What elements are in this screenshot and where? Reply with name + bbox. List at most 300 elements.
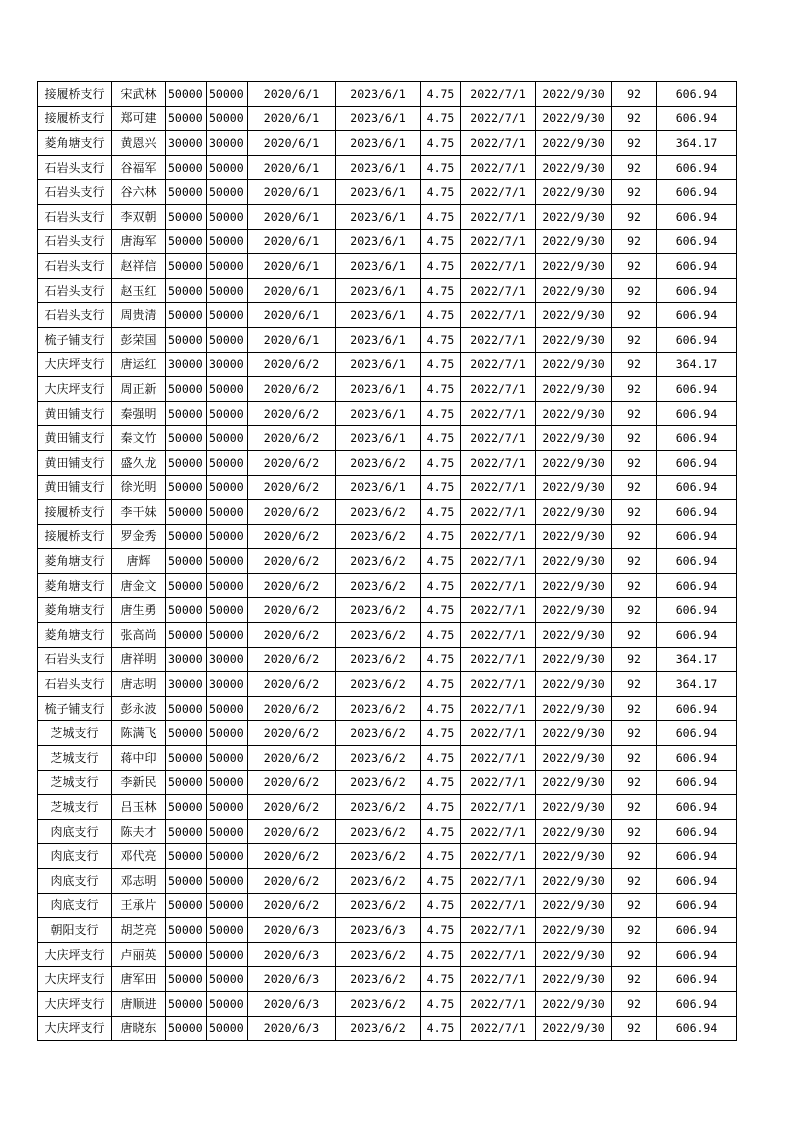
period-start-cell: 2022/7/1 bbox=[461, 131, 536, 156]
branch-cell: 大庆坪支行 bbox=[38, 377, 112, 402]
branch-cell: 石岩头支行 bbox=[38, 180, 112, 205]
period-start-cell: 2022/7/1 bbox=[461, 770, 536, 795]
name-cell: 唐军田 bbox=[112, 967, 166, 992]
interest-cell: 606.94 bbox=[657, 918, 737, 943]
due-date-cell: 2023/6/1 bbox=[336, 82, 421, 107]
balance-cell: 50000 bbox=[207, 401, 248, 426]
table-row bbox=[38, 770, 737, 795]
days-cell: 92 bbox=[612, 204, 657, 229]
branch-cell: 肉底支行 bbox=[38, 869, 112, 894]
days-cell: 92 bbox=[612, 549, 657, 574]
branch-cell: 大庆坪支行 bbox=[38, 967, 112, 992]
name-cell: 唐辉 bbox=[112, 549, 166, 574]
period-start-cell: 2022/7/1 bbox=[461, 549, 536, 574]
table-row bbox=[38, 819, 737, 844]
interest-cell: 606.94 bbox=[657, 377, 737, 402]
branch-cell: 大庆坪支行 bbox=[38, 352, 112, 377]
table-row bbox=[38, 598, 737, 623]
period-end-cell: 2022/9/30 bbox=[536, 549, 612, 574]
balance-cell: 50000 bbox=[207, 598, 248, 623]
period-start-cell: 2022/7/1 bbox=[461, 180, 536, 205]
period-end-cell: 2022/9/30 bbox=[536, 991, 612, 1016]
issue-date-cell: 2020/6/2 bbox=[248, 819, 336, 844]
due-date-cell: 2023/6/2 bbox=[336, 549, 421, 574]
balance-cell: 50000 bbox=[207, 795, 248, 820]
balance-cell: 50000 bbox=[207, 106, 248, 131]
table-row bbox=[38, 377, 737, 402]
interest-cell: 606.94 bbox=[657, 598, 737, 623]
table-row bbox=[38, 721, 737, 746]
period-start-cell: 2022/7/1 bbox=[461, 991, 536, 1016]
name-cell: 黄恩兴 bbox=[112, 131, 166, 156]
name-cell: 张高尚 bbox=[112, 623, 166, 648]
balance-cell: 50000 bbox=[207, 180, 248, 205]
period-start-cell: 2022/7/1 bbox=[461, 401, 536, 426]
period-end-cell: 2022/9/30 bbox=[536, 500, 612, 525]
table-row bbox=[38, 795, 737, 820]
issue-date-cell: 2020/6/2 bbox=[248, 549, 336, 574]
due-date-cell: 2023/6/2 bbox=[336, 869, 421, 894]
table-row bbox=[38, 918, 737, 943]
loan-amount-cell: 50000 bbox=[166, 696, 207, 721]
interest-cell: 606.94 bbox=[657, 770, 737, 795]
loan-amount-cell: 50000 bbox=[166, 426, 207, 451]
period-start-cell: 2022/7/1 bbox=[461, 967, 536, 992]
rate-cell: 4.75 bbox=[421, 229, 461, 254]
rate-cell: 4.75 bbox=[421, 746, 461, 771]
loan-amount-cell: 50000 bbox=[166, 524, 207, 549]
period-start-cell: 2022/7/1 bbox=[461, 254, 536, 279]
name-cell: 唐金文 bbox=[112, 573, 166, 598]
name-cell: 郑可建 bbox=[112, 106, 166, 131]
branch-cell: 石岩头支行 bbox=[38, 647, 112, 672]
due-date-cell: 2023/6/2 bbox=[336, 598, 421, 623]
due-date-cell: 2023/6/2 bbox=[336, 500, 421, 525]
period-start-cell: 2022/7/1 bbox=[461, 352, 536, 377]
period-end-cell: 2022/9/30 bbox=[536, 942, 612, 967]
name-cell: 蒋中印 bbox=[112, 746, 166, 771]
branch-cell: 芝城支行 bbox=[38, 746, 112, 771]
interest-cell: 606.94 bbox=[657, 819, 737, 844]
issue-date-cell: 2020/6/1 bbox=[248, 180, 336, 205]
due-date-cell: 2023/6/1 bbox=[336, 155, 421, 180]
branch-cell: 石岩头支行 bbox=[38, 204, 112, 229]
loan-amount-cell: 30000 bbox=[166, 352, 207, 377]
balance-cell: 50000 bbox=[207, 696, 248, 721]
issue-date-cell: 2020/6/2 bbox=[248, 500, 336, 525]
days-cell: 92 bbox=[612, 82, 657, 107]
issue-date-cell: 2020/6/2 bbox=[248, 623, 336, 648]
rate-cell: 4.75 bbox=[421, 475, 461, 500]
period-end-cell: 2022/9/30 bbox=[536, 844, 612, 869]
loan-amount-cell: 50000 bbox=[166, 327, 207, 352]
balance-cell: 50000 bbox=[207, 377, 248, 402]
issue-date-cell: 2020/6/2 bbox=[248, 721, 336, 746]
name-cell: 唐运红 bbox=[112, 352, 166, 377]
loan-amount-cell: 50000 bbox=[166, 155, 207, 180]
issue-date-cell: 2020/6/2 bbox=[248, 352, 336, 377]
table-row bbox=[38, 82, 737, 107]
name-cell: 邓志明 bbox=[112, 869, 166, 894]
period-end-cell: 2022/9/30 bbox=[536, 327, 612, 352]
branch-cell: 黄田铺支行 bbox=[38, 401, 112, 426]
name-cell: 赵玉红 bbox=[112, 278, 166, 303]
interest-cell: 364.17 bbox=[657, 352, 737, 377]
table-row bbox=[38, 844, 737, 869]
issue-date-cell: 2020/6/2 bbox=[248, 746, 336, 771]
period-end-cell: 2022/9/30 bbox=[536, 254, 612, 279]
table-row bbox=[38, 155, 737, 180]
branch-cell: 菱角塘支行 bbox=[38, 131, 112, 156]
branch-cell: 接履桥支行 bbox=[38, 82, 112, 107]
due-date-cell: 2023/6/1 bbox=[336, 131, 421, 156]
name-cell: 卢丽英 bbox=[112, 942, 166, 967]
loan-amount-cell: 50000 bbox=[166, 450, 207, 475]
due-date-cell: 2023/6/1 bbox=[336, 377, 421, 402]
loan-amount-cell: 50000 bbox=[166, 204, 207, 229]
period-start-cell: 2022/7/1 bbox=[461, 844, 536, 869]
days-cell: 92 bbox=[612, 500, 657, 525]
issue-date-cell: 2020/6/1 bbox=[248, 131, 336, 156]
balance-cell: 50000 bbox=[207, 327, 248, 352]
issue-date-cell: 2020/6/2 bbox=[248, 844, 336, 869]
table-row bbox=[38, 352, 737, 377]
loan-amount-cell: 50000 bbox=[166, 721, 207, 746]
table-row bbox=[38, 746, 737, 771]
balance-cell: 50000 bbox=[207, 475, 248, 500]
issue-date-cell: 2020/6/3 bbox=[248, 967, 336, 992]
rate-cell: 4.75 bbox=[421, 991, 461, 1016]
issue-date-cell: 2020/6/2 bbox=[248, 598, 336, 623]
days-cell: 92 bbox=[612, 770, 657, 795]
issue-date-cell: 2020/6/1 bbox=[248, 303, 336, 328]
interest-cell: 606.94 bbox=[657, 991, 737, 1016]
branch-cell: 菱角塘支行 bbox=[38, 573, 112, 598]
name-cell: 赵祥信 bbox=[112, 254, 166, 279]
branch-cell: 黄田铺支行 bbox=[38, 450, 112, 475]
days-cell: 92 bbox=[612, 869, 657, 894]
issue-date-cell: 2020/6/2 bbox=[248, 475, 336, 500]
branch-cell: 接履桥支行 bbox=[38, 106, 112, 131]
issue-date-cell: 2020/6/1 bbox=[248, 106, 336, 131]
issue-date-cell: 2020/6/3 bbox=[248, 991, 336, 1016]
name-cell: 周正新 bbox=[112, 377, 166, 402]
balance-cell: 50000 bbox=[207, 893, 248, 918]
issue-date-cell: 2020/6/2 bbox=[248, 426, 336, 451]
branch-cell: 菱角塘支行 bbox=[38, 623, 112, 648]
interest-cell: 364.17 bbox=[657, 131, 737, 156]
balance-cell: 50000 bbox=[207, 426, 248, 451]
branch-cell: 梳子铺支行 bbox=[38, 696, 112, 721]
days-cell: 92 bbox=[612, 573, 657, 598]
days-cell: 92 bbox=[612, 180, 657, 205]
name-cell: 李双朝 bbox=[112, 204, 166, 229]
interest-cell: 606.94 bbox=[657, 327, 737, 352]
balance-cell: 50000 bbox=[207, 549, 248, 574]
issue-date-cell: 2020/6/1 bbox=[248, 229, 336, 254]
rate-cell: 4.75 bbox=[421, 303, 461, 328]
due-date-cell: 2023/6/1 bbox=[336, 303, 421, 328]
rate-cell: 4.75 bbox=[421, 327, 461, 352]
issue-date-cell: 2020/6/2 bbox=[248, 573, 336, 598]
loan-amount-cell: 50000 bbox=[166, 893, 207, 918]
days-cell: 92 bbox=[612, 893, 657, 918]
balance-cell: 50000 bbox=[207, 82, 248, 107]
branch-cell: 石岩头支行 bbox=[38, 229, 112, 254]
interest-cell: 606.94 bbox=[657, 746, 737, 771]
name-cell: 盛久龙 bbox=[112, 450, 166, 475]
period-end-cell: 2022/9/30 bbox=[536, 647, 612, 672]
days-cell: 92 bbox=[612, 819, 657, 844]
balance-cell: 50000 bbox=[207, 623, 248, 648]
loan-amount-cell: 50000 bbox=[166, 598, 207, 623]
rate-cell: 4.75 bbox=[421, 549, 461, 574]
period-start-cell: 2022/7/1 bbox=[461, 475, 536, 500]
rate-cell: 4.75 bbox=[421, 155, 461, 180]
table-row bbox=[38, 942, 737, 967]
period-end-cell: 2022/9/30 bbox=[536, 795, 612, 820]
interest-cell: 606.94 bbox=[657, 254, 737, 279]
days-cell: 92 bbox=[612, 672, 657, 697]
interest-cell: 606.94 bbox=[657, 721, 737, 746]
issue-date-cell: 2020/6/1 bbox=[248, 155, 336, 180]
period-start-cell: 2022/7/1 bbox=[461, 327, 536, 352]
interest-cell: 606.94 bbox=[657, 549, 737, 574]
rate-cell: 4.75 bbox=[421, 377, 461, 402]
table-row bbox=[38, 426, 737, 451]
due-date-cell: 2023/6/2 bbox=[336, 893, 421, 918]
rate-cell: 4.75 bbox=[421, 352, 461, 377]
period-end-cell: 2022/9/30 bbox=[536, 229, 612, 254]
period-end-cell: 2022/9/30 bbox=[536, 131, 612, 156]
name-cell: 唐生勇 bbox=[112, 598, 166, 623]
table-row bbox=[38, 475, 737, 500]
days-cell: 92 bbox=[612, 623, 657, 648]
branch-cell: 黄田铺支行 bbox=[38, 475, 112, 500]
due-date-cell: 2023/6/2 bbox=[336, 1016, 421, 1041]
loan-amount-cell: 50000 bbox=[166, 746, 207, 771]
loan-amount-cell: 50000 bbox=[166, 106, 207, 131]
rate-cell: 4.75 bbox=[421, 918, 461, 943]
rate-cell: 4.75 bbox=[421, 844, 461, 869]
period-end-cell: 2022/9/30 bbox=[536, 180, 612, 205]
rate-cell: 4.75 bbox=[421, 131, 461, 156]
rate-cell: 4.75 bbox=[421, 450, 461, 475]
interest-cell: 606.94 bbox=[657, 500, 737, 525]
rate-cell: 4.75 bbox=[421, 82, 461, 107]
period-end-cell: 2022/9/30 bbox=[536, 352, 612, 377]
issue-date-cell: 2020/6/3 bbox=[248, 1016, 336, 1041]
balance-cell: 50000 bbox=[207, 254, 248, 279]
period-start-cell: 2022/7/1 bbox=[461, 106, 536, 131]
table-row bbox=[38, 106, 737, 131]
branch-cell: 接履桥支行 bbox=[38, 524, 112, 549]
interest-cell: 606.94 bbox=[657, 844, 737, 869]
rate-cell: 4.75 bbox=[421, 254, 461, 279]
due-date-cell: 2023/6/2 bbox=[336, 647, 421, 672]
period-start-cell: 2022/7/1 bbox=[461, 155, 536, 180]
days-cell: 92 bbox=[612, 327, 657, 352]
interest-cell: 606.94 bbox=[657, 967, 737, 992]
rate-cell: 4.75 bbox=[421, 893, 461, 918]
name-cell: 唐志明 bbox=[112, 672, 166, 697]
rate-cell: 4.75 bbox=[421, 401, 461, 426]
issue-date-cell: 2020/6/2 bbox=[248, 795, 336, 820]
period-start-cell: 2022/7/1 bbox=[461, 696, 536, 721]
balance-cell: 50000 bbox=[207, 942, 248, 967]
interest-cell: 606.94 bbox=[657, 82, 737, 107]
issue-date-cell: 2020/6/1 bbox=[248, 82, 336, 107]
days-cell: 92 bbox=[612, 647, 657, 672]
branch-cell: 肉底支行 bbox=[38, 819, 112, 844]
interest-cell: 606.94 bbox=[657, 475, 737, 500]
period-start-cell: 2022/7/1 bbox=[461, 623, 536, 648]
period-start-cell: 2022/7/1 bbox=[461, 942, 536, 967]
period-end-cell: 2022/9/30 bbox=[536, 918, 612, 943]
due-date-cell: 2023/6/1 bbox=[336, 426, 421, 451]
due-date-cell: 2023/6/1 bbox=[336, 229, 421, 254]
days-cell: 92 bbox=[612, 155, 657, 180]
period-end-cell: 2022/9/30 bbox=[536, 623, 612, 648]
balance-cell: 30000 bbox=[207, 672, 248, 697]
name-cell: 胡芝亮 bbox=[112, 918, 166, 943]
branch-cell: 肉底支行 bbox=[38, 844, 112, 869]
table-row bbox=[38, 229, 737, 254]
name-cell: 陈满飞 bbox=[112, 721, 166, 746]
due-date-cell: 2023/6/1 bbox=[336, 180, 421, 205]
rate-cell: 4.75 bbox=[421, 180, 461, 205]
issue-date-cell: 2020/6/3 bbox=[248, 918, 336, 943]
period-end-cell: 2022/9/30 bbox=[536, 82, 612, 107]
period-end-cell: 2022/9/30 bbox=[536, 967, 612, 992]
due-date-cell: 2023/6/2 bbox=[336, 573, 421, 598]
rate-cell: 4.75 bbox=[421, 623, 461, 648]
table-row bbox=[38, 500, 737, 525]
rate-cell: 4.75 bbox=[421, 1016, 461, 1041]
period-end-cell: 2022/9/30 bbox=[536, 746, 612, 771]
period-start-cell: 2022/7/1 bbox=[461, 278, 536, 303]
period-start-cell: 2022/7/1 bbox=[461, 426, 536, 451]
table-row bbox=[38, 623, 737, 648]
due-date-cell: 2023/6/2 bbox=[336, 819, 421, 844]
table-row bbox=[38, 204, 737, 229]
balance-cell: 50000 bbox=[207, 967, 248, 992]
balance-cell: 50000 bbox=[207, 229, 248, 254]
period-start-cell: 2022/7/1 bbox=[461, 204, 536, 229]
period-end-cell: 2022/9/30 bbox=[536, 401, 612, 426]
rate-cell: 4.75 bbox=[421, 647, 461, 672]
days-cell: 92 bbox=[612, 746, 657, 771]
balance-cell: 30000 bbox=[207, 131, 248, 156]
due-date-cell: 2023/6/2 bbox=[336, 524, 421, 549]
branch-cell: 石岩头支行 bbox=[38, 254, 112, 279]
rate-cell: 4.75 bbox=[421, 942, 461, 967]
table-row bbox=[38, 647, 737, 672]
interest-cell: 606.94 bbox=[657, 426, 737, 451]
days-cell: 92 bbox=[612, 254, 657, 279]
branch-cell: 大庆坪支行 bbox=[38, 991, 112, 1016]
loan-amount-cell: 50000 bbox=[166, 918, 207, 943]
balance-cell: 50000 bbox=[207, 918, 248, 943]
name-cell: 罗金秀 bbox=[112, 524, 166, 549]
days-cell: 92 bbox=[612, 696, 657, 721]
name-cell: 王承片 bbox=[112, 893, 166, 918]
rate-cell: 4.75 bbox=[421, 278, 461, 303]
name-cell: 彭荣国 bbox=[112, 327, 166, 352]
due-date-cell: 2023/6/2 bbox=[336, 450, 421, 475]
table-row bbox=[38, 278, 737, 303]
period-start-cell: 2022/7/1 bbox=[461, 229, 536, 254]
issue-date-cell: 2020/6/2 bbox=[248, 401, 336, 426]
period-end-cell: 2022/9/30 bbox=[536, 721, 612, 746]
rate-cell: 4.75 bbox=[421, 869, 461, 894]
due-date-cell: 2023/6/1 bbox=[336, 254, 421, 279]
loan-amount-cell: 50000 bbox=[166, 475, 207, 500]
table-row bbox=[38, 967, 737, 992]
branch-cell: 菱角塘支行 bbox=[38, 598, 112, 623]
due-date-cell: 2023/6/2 bbox=[336, 991, 421, 1016]
loan-amount-cell: 50000 bbox=[166, 869, 207, 894]
rate-cell: 4.75 bbox=[421, 672, 461, 697]
interest-cell: 606.94 bbox=[657, 942, 737, 967]
due-date-cell: 2023/6/1 bbox=[336, 278, 421, 303]
interest-cell: 364.17 bbox=[657, 647, 737, 672]
due-date-cell: 2023/6/1 bbox=[336, 352, 421, 377]
issue-date-cell: 2020/6/1 bbox=[248, 278, 336, 303]
table-row bbox=[38, 401, 737, 426]
name-cell: 彭永波 bbox=[112, 696, 166, 721]
issue-date-cell: 2020/6/2 bbox=[248, 524, 336, 549]
days-cell: 92 bbox=[612, 524, 657, 549]
name-cell: 李干妹 bbox=[112, 500, 166, 525]
table-row bbox=[38, 524, 737, 549]
period-end-cell: 2022/9/30 bbox=[536, 869, 612, 894]
branch-cell: 石岩头支行 bbox=[38, 278, 112, 303]
rate-cell: 4.75 bbox=[421, 967, 461, 992]
days-cell: 92 bbox=[612, 475, 657, 500]
interest-cell: 606.94 bbox=[657, 524, 737, 549]
days-cell: 92 bbox=[612, 426, 657, 451]
due-date-cell: 2023/6/1 bbox=[336, 401, 421, 426]
branch-cell: 接履桥支行 bbox=[38, 500, 112, 525]
name-cell: 唐顺进 bbox=[112, 991, 166, 1016]
interest-cell: 606.94 bbox=[657, 795, 737, 820]
branch-cell: 石岩头支行 bbox=[38, 303, 112, 328]
period-end-cell: 2022/9/30 bbox=[536, 696, 612, 721]
period-start-cell: 2022/7/1 bbox=[461, 377, 536, 402]
days-cell: 92 bbox=[612, 918, 657, 943]
period-start-cell: 2022/7/1 bbox=[461, 869, 536, 894]
issue-date-cell: 2020/6/2 bbox=[248, 893, 336, 918]
loan-amount-cell: 50000 bbox=[166, 278, 207, 303]
period-end-cell: 2022/9/30 bbox=[536, 524, 612, 549]
balance-cell: 50000 bbox=[207, 204, 248, 229]
loan-amount-cell: 50000 bbox=[166, 1016, 207, 1041]
days-cell: 92 bbox=[612, 106, 657, 131]
name-cell: 谷福军 bbox=[112, 155, 166, 180]
balance-cell: 50000 bbox=[207, 500, 248, 525]
period-start-cell: 2022/7/1 bbox=[461, 303, 536, 328]
days-cell: 92 bbox=[612, 844, 657, 869]
balance-cell: 50000 bbox=[207, 573, 248, 598]
period-start-cell: 2022/7/1 bbox=[461, 746, 536, 771]
table-row bbox=[38, 991, 737, 1016]
period-start-cell: 2022/7/1 bbox=[461, 647, 536, 672]
balance-cell: 50000 bbox=[207, 991, 248, 1016]
issue-date-cell: 2020/6/2 bbox=[248, 869, 336, 894]
period-start-cell: 2022/7/1 bbox=[461, 450, 536, 475]
loan-amount-cell: 50000 bbox=[166, 82, 207, 107]
